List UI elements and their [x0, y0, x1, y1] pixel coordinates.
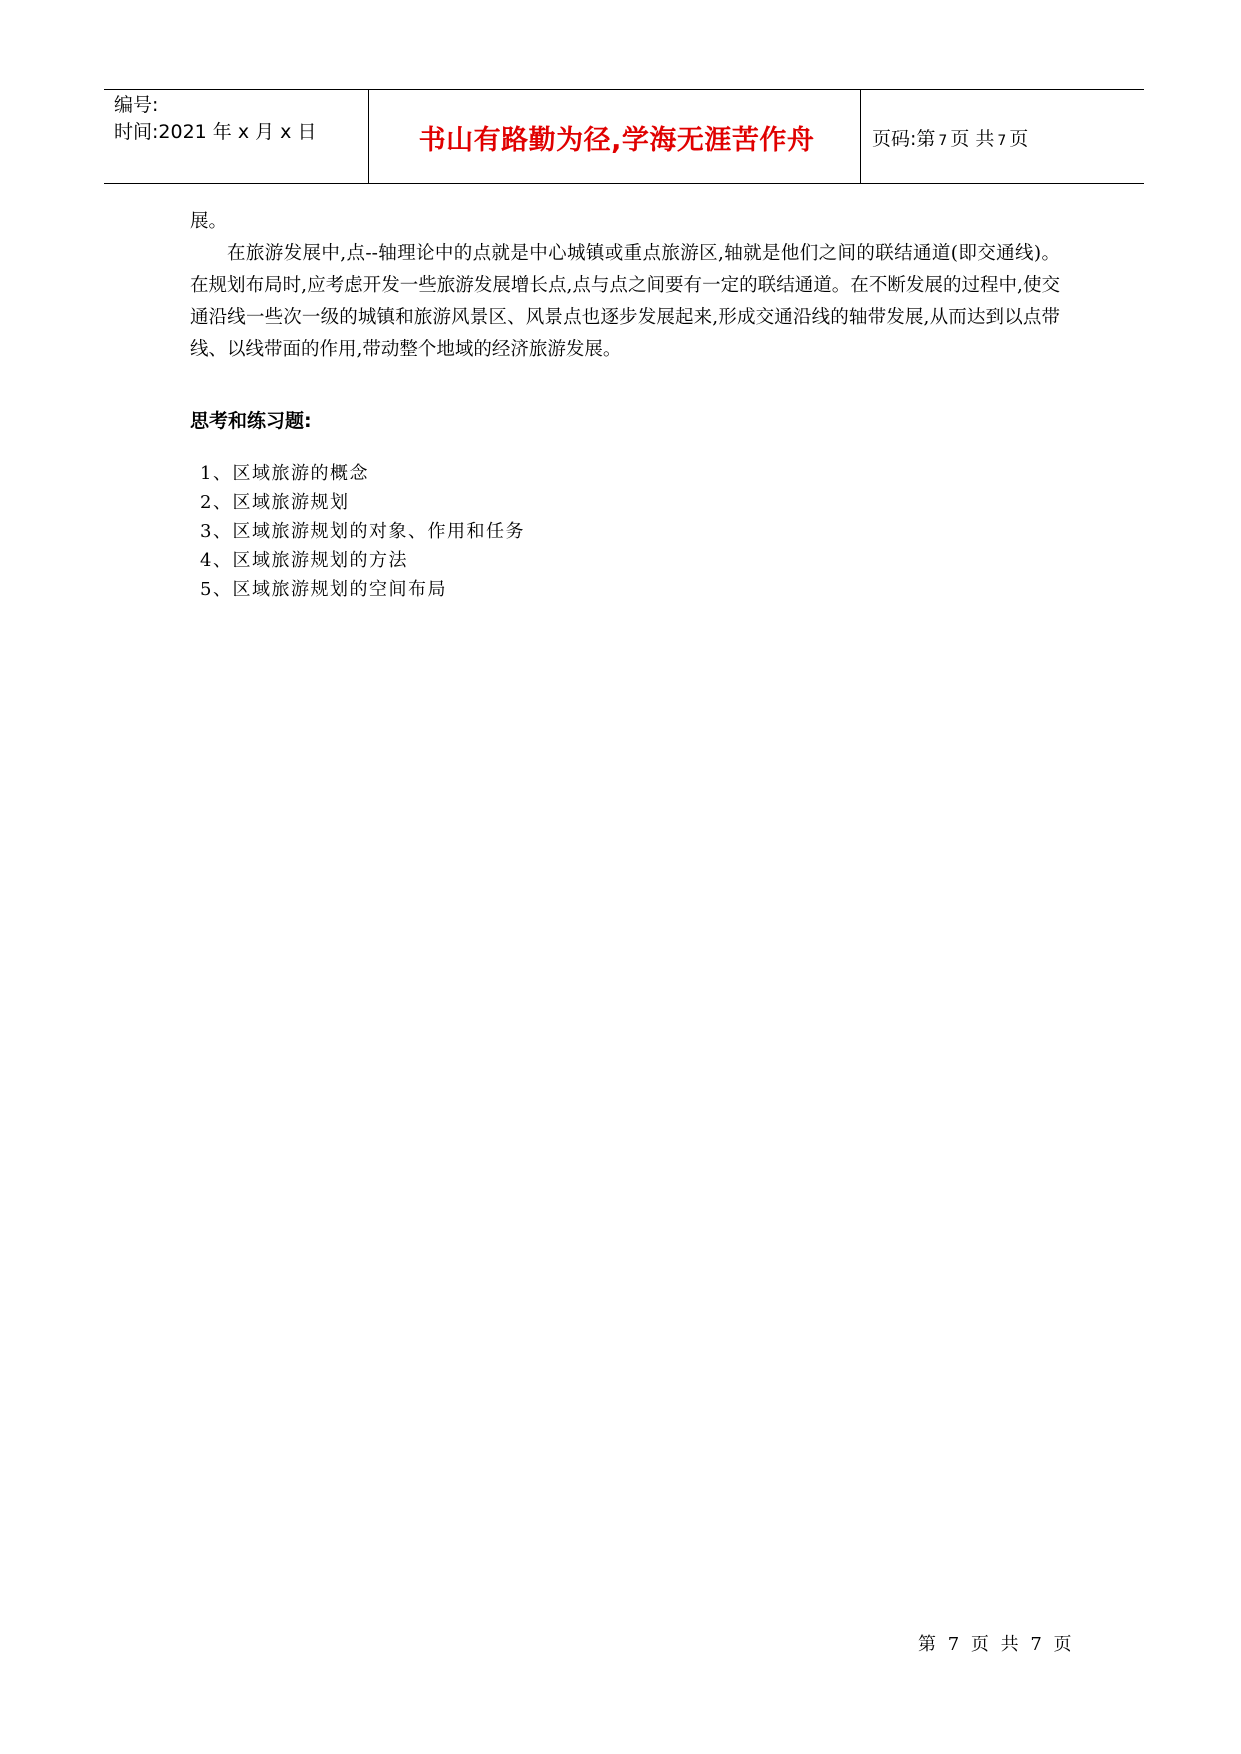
- paragraph-tail: 展。: [190, 211, 228, 232]
- document-number-label: 编号:: [114, 94, 159, 116]
- questions-title: 思考和练习题:: [190, 410, 312, 432]
- header-motto: 书山有路勤为径,学海无涯苦作舟: [418, 125, 815, 156]
- page-current: 7: [938, 133, 948, 149]
- page-prefix: 页码:第: [872, 128, 936, 150]
- page-footer: 第 7 页 共 7 页: [918, 1634, 1075, 1655]
- list-item: 2、区域旅游规划: [200, 492, 350, 513]
- list-item: 1、区域旅游的概念: [200, 463, 369, 484]
- list-item: 5、区域旅游规划的空间布局: [200, 579, 447, 600]
- header-meta: [114, 92, 374, 146]
- list-item: 4、区域旅游规划的方法: [200, 550, 408, 571]
- page-suffix: 页: [1009, 128, 1029, 150]
- questions-list: [200, 459, 525, 604]
- body-paragraph: 在旅游发展中,点--轴理论中的点就是中心城镇或重点旅游区,轴就是他们之间的联结通道(即交通线)。在规划布局时,应考虑开发一些旅游发展增长点,点与点之间要有一定的联结通道。在不断发展的过程中,使交通沿线一些次一级的城镇和旅游风景区、风景点也逐步发展起来,形成交通沿线的轴带发展,从而达到以点带线、以线带面的作用,带动整个地域的经济旅游发展。: [190, 243, 1060, 360]
- page-total: 7: [997, 133, 1007, 149]
- page-header: [104, 89, 1144, 184]
- list-item: 3、区域旅游规划的对象、作用和任务: [200, 521, 525, 542]
- document-date: 时间:2021 年 x 月 x 日: [114, 121, 317, 143]
- header-page-info: [872, 124, 1028, 151]
- header-divider: [860, 90, 861, 183]
- page-mid: 页 共: [950, 128, 995, 150]
- body-text: [190, 206, 1060, 366]
